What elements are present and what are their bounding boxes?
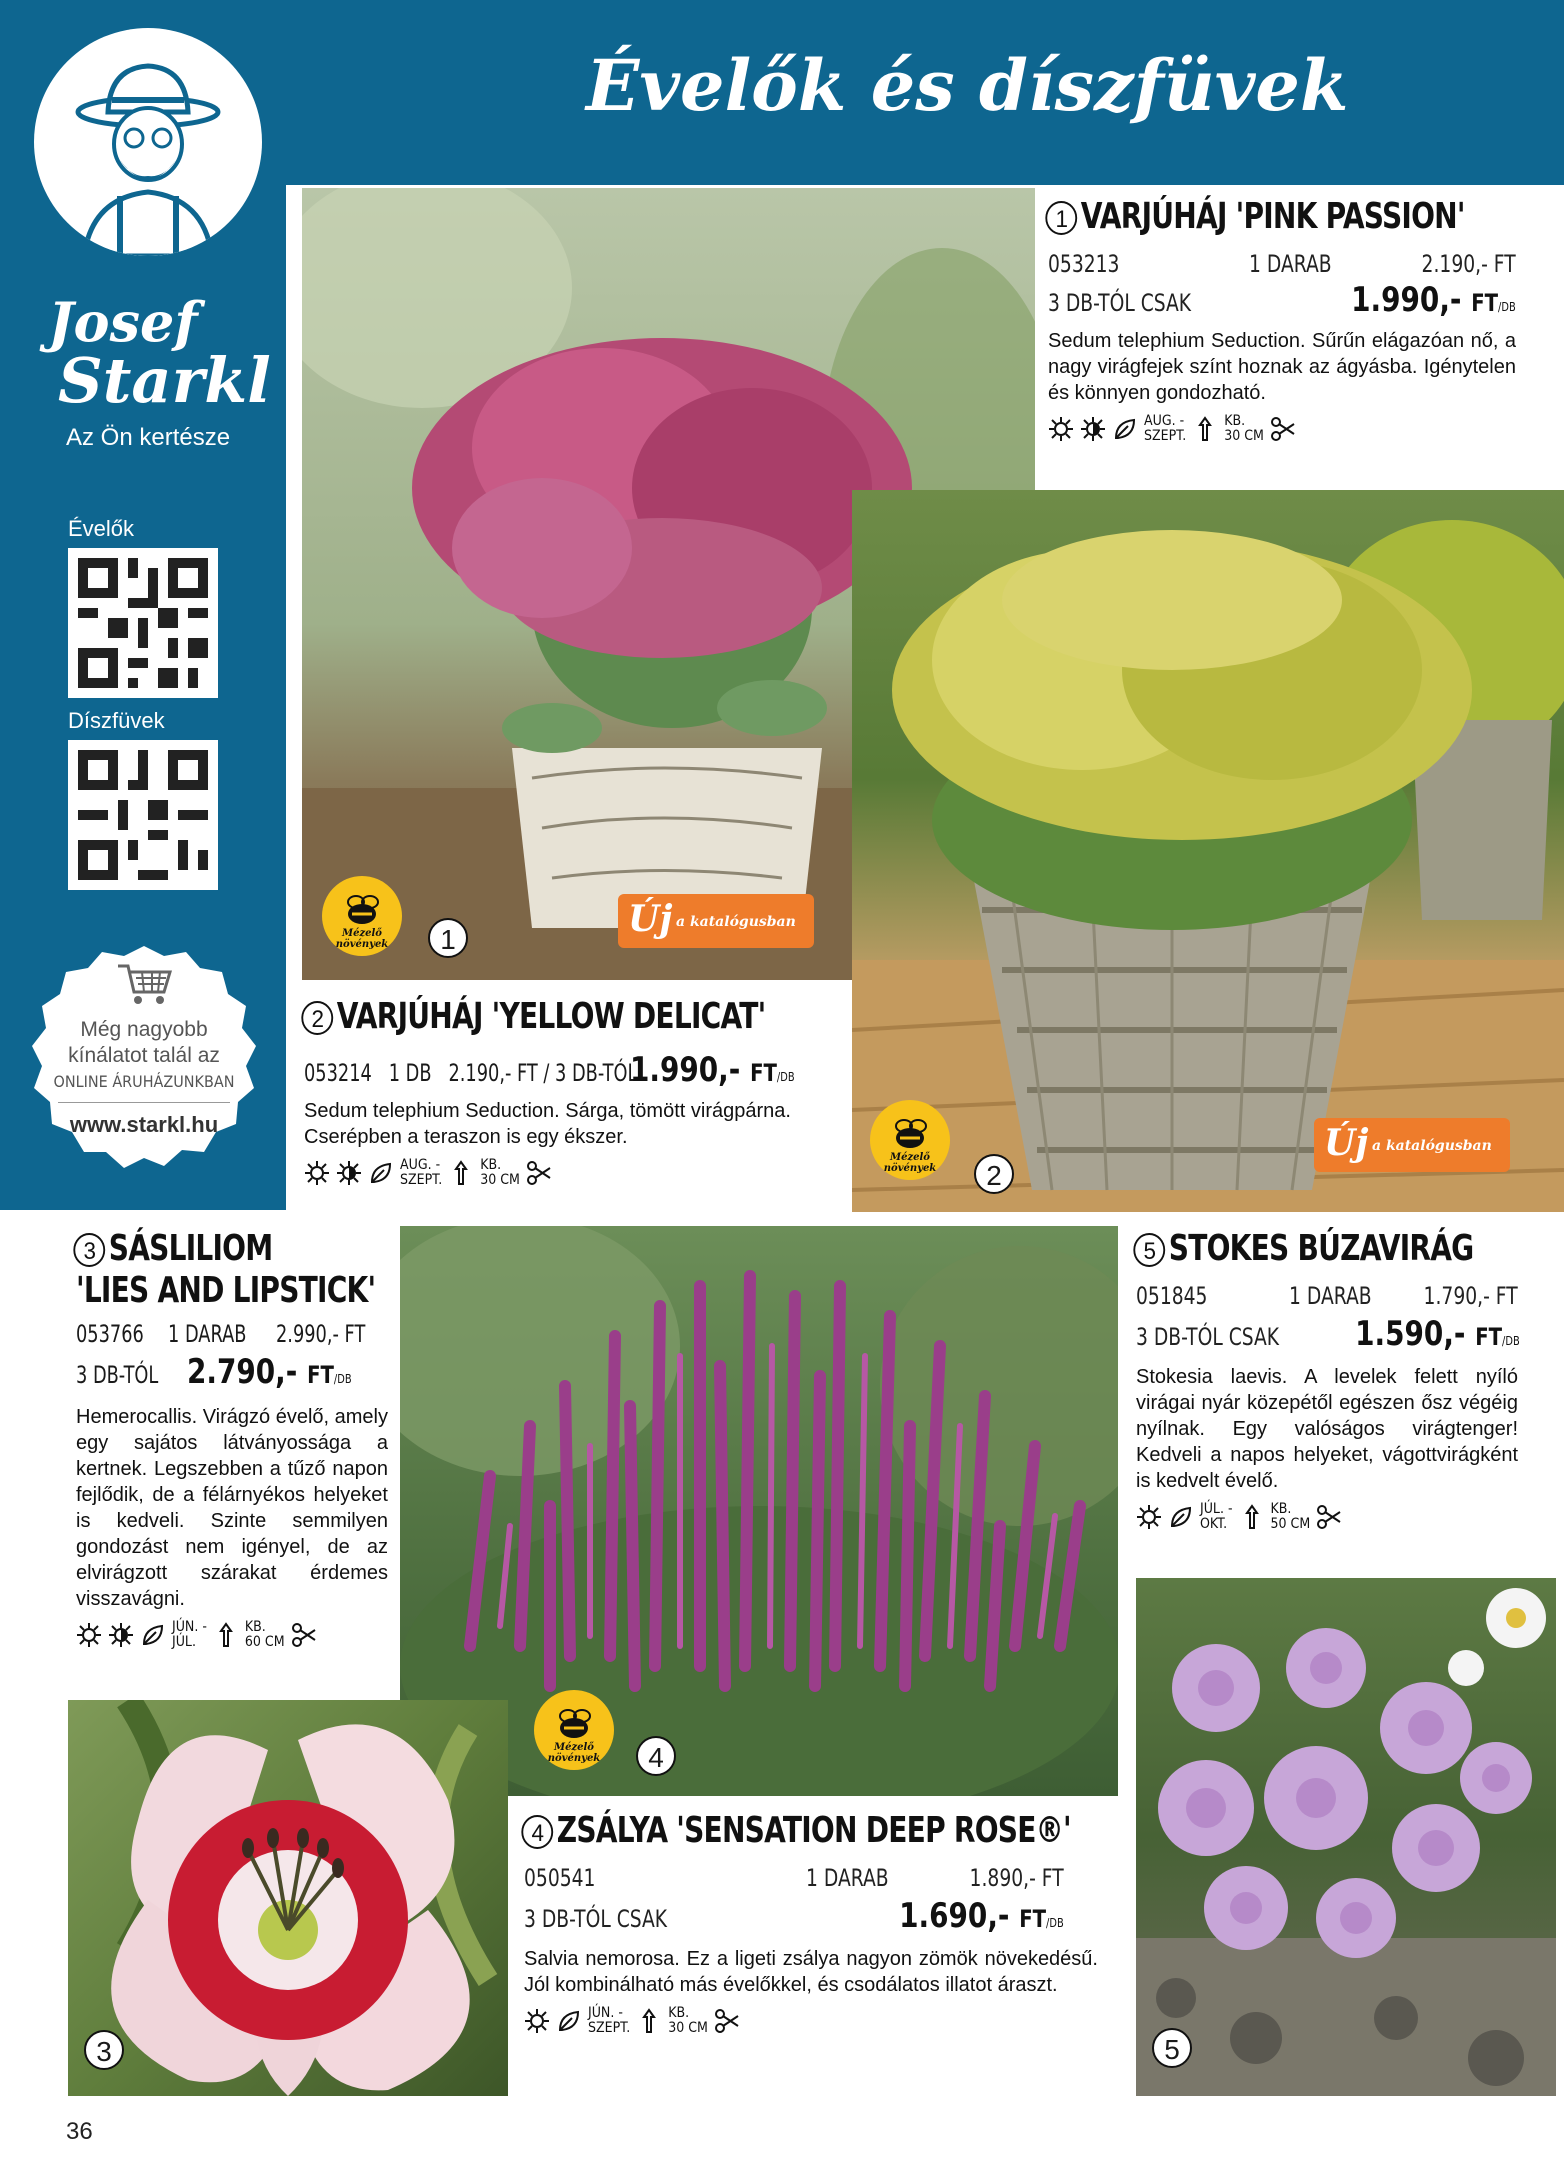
height-icon — [636, 2008, 662, 2034]
product-4 — [518, 1800, 1124, 2100]
product-4-code: 050541 — [524, 1864, 596, 1892]
product-4-title: 4 ZSÁLYA 'SENSATION DEEP ROSE®' — [524, 1810, 992, 1854]
badge-divider — [58, 1102, 230, 1103]
photo-5-number: 5 — [1152, 2028, 1192, 2068]
product-3-price-row — [76, 1320, 388, 1348]
product-5-offer-price: 1.590,- FT/DB — [1355, 1314, 1521, 1354]
product-1-description: Sedum telephium Seduction. Sűrűn elágazóan nő, a nagy virágfejek színt hoznak az ágyásba. Igénytelen és könnyen gondozható. — [1048, 330, 1516, 404]
product-3-offer-label: 3 DB-TÓL — [76, 1361, 159, 1389]
product-3-description: Hemerocallis. Virágzó évelő, amely egy sajátos látványossága a kertnek. Legszebben a tűző napon fejlődik, de a félárnyékos helyeket is kedveli. Szinte semmilyen gondozást nem igényel, de az elvirágzott szárakat érdemes visszavágni. — [76, 1406, 388, 1610]
bee-plant-badge-4 — [534, 1690, 614, 1770]
product-2-description: Sedum telephium Seduction. Sárga, tömött virágpárna. Cserépben a teraszon is egy ékszer. — [304, 1100, 791, 1148]
product-1 — [1048, 196, 1516, 486]
badge-text-2: kínálatot talál az — [68, 1044, 220, 1067]
height-icon — [1239, 1504, 1265, 1530]
product-1-offer-row — [1048, 280, 1516, 320]
bee-text-2: Mézelő növények — [883, 1152, 937, 1174]
product-3-title-line1: 3 SÁSLILIOM — [76, 1228, 319, 1270]
product-3-qty: 1 DARAB — [168, 1320, 247, 1348]
photo-2-number: 2 — [974, 1154, 1014, 1194]
product-5-price: 1.790,- FT — [1423, 1282, 1518, 1310]
product-1-qty: 1 DARAB — [1249, 250, 1333, 278]
product-5-offer-row — [1136, 1314, 1521, 1354]
product-3-title-line2: 'LIES AND LIPSTICK' — [76, 1270, 376, 1311]
product-5-title: 5 STOKES BÚZAVIRÁG — [1136, 1228, 1434, 1272]
product-1-offer-price: 1.990,- FT/DB — [1351, 280, 1516, 320]
product-5-qty: 1 DARAB — [1289, 1282, 1373, 1310]
product-2-care-icons — [304, 1158, 844, 1188]
product-4-care-icons — [524, 2006, 1124, 2036]
qr-label-evelok: Évelők — [68, 516, 135, 541]
product-photo-stokesia — [1136, 1578, 1556, 2096]
product-3-bloom-time: JÚN. - JÚL. — [172, 1619, 207, 1650]
product-4-qty: 1 DARAB — [806, 1864, 890, 1892]
product-5-care-icons — [1136, 1502, 1518, 1532]
product-4-number: 4 — [521, 1815, 553, 1849]
product-2-offer-price: 1.990,- FT/DB — [630, 1050, 795, 1090]
product-1-price: 2.190,- FT — [1421, 250, 1516, 278]
product-photo-yellow-delicat — [852, 490, 1564, 1212]
product-1-care-icons — [1048, 414, 1516, 444]
product-3-price: 2.990,- FT — [276, 1320, 366, 1348]
brand-tagline: Az Ön kertésze — [66, 424, 231, 451]
product-1-price-row — [1048, 250, 1516, 278]
product-5-bloom-time: JÚL. - OKT. — [1200, 1501, 1233, 1532]
scissors-icon — [714, 2008, 740, 2034]
product-1-code: 053213 — [1048, 250, 1120, 278]
product-2 — [304, 996, 844, 1206]
qr-code-diszfuvek[interactable] — [68, 740, 218, 890]
product-4-price: 1.890,- FT — [969, 1864, 1064, 1892]
product-2-price-line: 053214 1 DB 2.190,- FT / 3 DB-TÓL — [304, 1059, 638, 1087]
photo-1-number: 1 — [428, 918, 468, 958]
product-4-offer-row — [524, 1896, 1064, 1936]
scissors-icon — [1316, 1504, 1342, 1530]
product-2-number: 2 — [301, 1001, 333, 1035]
product-4-description: Salvia nemorosa. Ez a ligeti zsálya nagyon zömök növekedésű. Jól kombinálható más évelőkkel, és csodálatos illatot áraszt. — [524, 1948, 1098, 1996]
product-4-price-row — [524, 1864, 1064, 1892]
brand-name-josef: Josef — [48, 290, 198, 354]
full-sun-icon — [1048, 416, 1074, 442]
shop-url-link[interactable]: www.starkl.hu — [69, 1112, 219, 1137]
product-4-offer-label: 3 DB-TÓL CSAK — [524, 1905, 668, 1933]
product-3-height: KB. 60 CM — [244, 1619, 285, 1650]
scissors-icon — [526, 1160, 552, 1186]
gardener-logo — [34, 28, 262, 256]
scissors-icon — [1270, 416, 1296, 442]
product-4-height: KB. 30 CM — [668, 2005, 708, 2036]
half-shade-icon — [108, 1622, 134, 1648]
bee-text-1: Mézelő növények — [335, 928, 389, 950]
product-5-code: 051845 — [1136, 1282, 1208, 1310]
product-3-offer-price: 2.790,- FT/DB — [187, 1352, 352, 1392]
page-title: Évelők és díszfüvek — [586, 44, 1349, 127]
product-2-height: KB. 30 CM — [480, 1157, 520, 1188]
product-photo-daylily — [68, 1700, 508, 2096]
product-4-offer-price: 1.690,- FT/DB — [899, 1896, 1064, 1936]
page-number: 36 — [66, 2118, 93, 2145]
product-5-description: Stokesia laevis. A levelek felett nyíló virágai nyár közepétől egészen ősz végéig nyílnak. Egy valóságos virágtenger! Kedveli a napos helyeket, vágottvirágként is kedvelt évelő. — [1136, 1366, 1518, 1492]
product-3-code: 053766 — [76, 1320, 144, 1348]
bee-text-4: Mézelő növények — [547, 1742, 601, 1764]
product-3-care-icons — [76, 1620, 388, 1650]
product-3-offer-row — [76, 1352, 388, 1392]
product-2-title: 2 VARJÚHÁJ 'YELLOW DELICAT' — [304, 996, 725, 1040]
new-in-catalog-badge-2: Új a katalógusban — [1314, 1118, 1510, 1172]
badge-text-1: Még nagyobb — [80, 1018, 208, 1041]
product-5-price-row — [1136, 1282, 1518, 1310]
full-sun-icon — [304, 1160, 330, 1186]
half-shade-icon — [336, 1160, 362, 1186]
height-icon — [448, 1160, 474, 1186]
full-sun-icon — [1136, 1504, 1162, 1530]
qr-code-evelok[interactable] — [68, 548, 218, 698]
product-2-bloom-time: AUG. - SZEPT. — [400, 1157, 443, 1188]
leaf-icon — [1112, 416, 1138, 442]
product-1-bloom-time: AUG. - SZEPT. — [1144, 413, 1187, 444]
product-5-height: KB. 50 CM — [1270, 1501, 1311, 1532]
qr-label-diszfuvek: Díszfüvek — [68, 708, 165, 733]
new-in-catalog-badge-1: Új a katalógusban — [618, 894, 814, 948]
product-3 — [76, 1228, 388, 1698]
brand-name-starkl: Starkl — [58, 344, 271, 417]
product-4-bloom-time: JÚN. - SZEPT. — [588, 2005, 631, 2036]
product-1-offer-label: 3 DB-TÓL CSAK — [1048, 289, 1192, 317]
photo-3-number: 3 — [84, 2030, 124, 2070]
product-2-price-row — [304, 1050, 844, 1090]
full-sun-icon — [76, 1622, 102, 1648]
leaf-icon — [556, 2008, 582, 2034]
half-shade-icon — [1080, 416, 1106, 442]
product-3-number: 3 — [73, 1233, 105, 1267]
online-shop-badge[interactable] — [28, 942, 260, 1174]
bee-plant-badge-1 — [322, 876, 402, 956]
leaf-icon — [368, 1160, 394, 1186]
height-icon — [1192, 416, 1218, 442]
leaf-icon — [140, 1622, 166, 1648]
leaf-icon — [1168, 1504, 1194, 1530]
product-5 — [1136, 1228, 1521, 1578]
height-icon — [213, 1622, 239, 1648]
bee-plant-badge-2 — [870, 1100, 950, 1180]
cart-icon — [116, 962, 176, 1006]
product-1-height: KB. 30 CM — [1224, 413, 1264, 444]
product-1-title: 1 VARJÚHÁJ 'PINK PASSION' — [1048, 196, 1413, 240]
product-5-number: 5 — [1133, 1233, 1165, 1267]
scissors-icon — [291, 1622, 317, 1648]
badge-text-3: ONLINE ÁRUHÁZUNKBAN — [53, 1072, 235, 1091]
product-5-offer-label: 3 DB-TÓL CSAK — [1136, 1323, 1280, 1351]
photo-4-number: 4 — [636, 1736, 676, 1776]
product-1-number: 1 — [1045, 201, 1077, 235]
full-sun-icon — [524, 2008, 550, 2034]
